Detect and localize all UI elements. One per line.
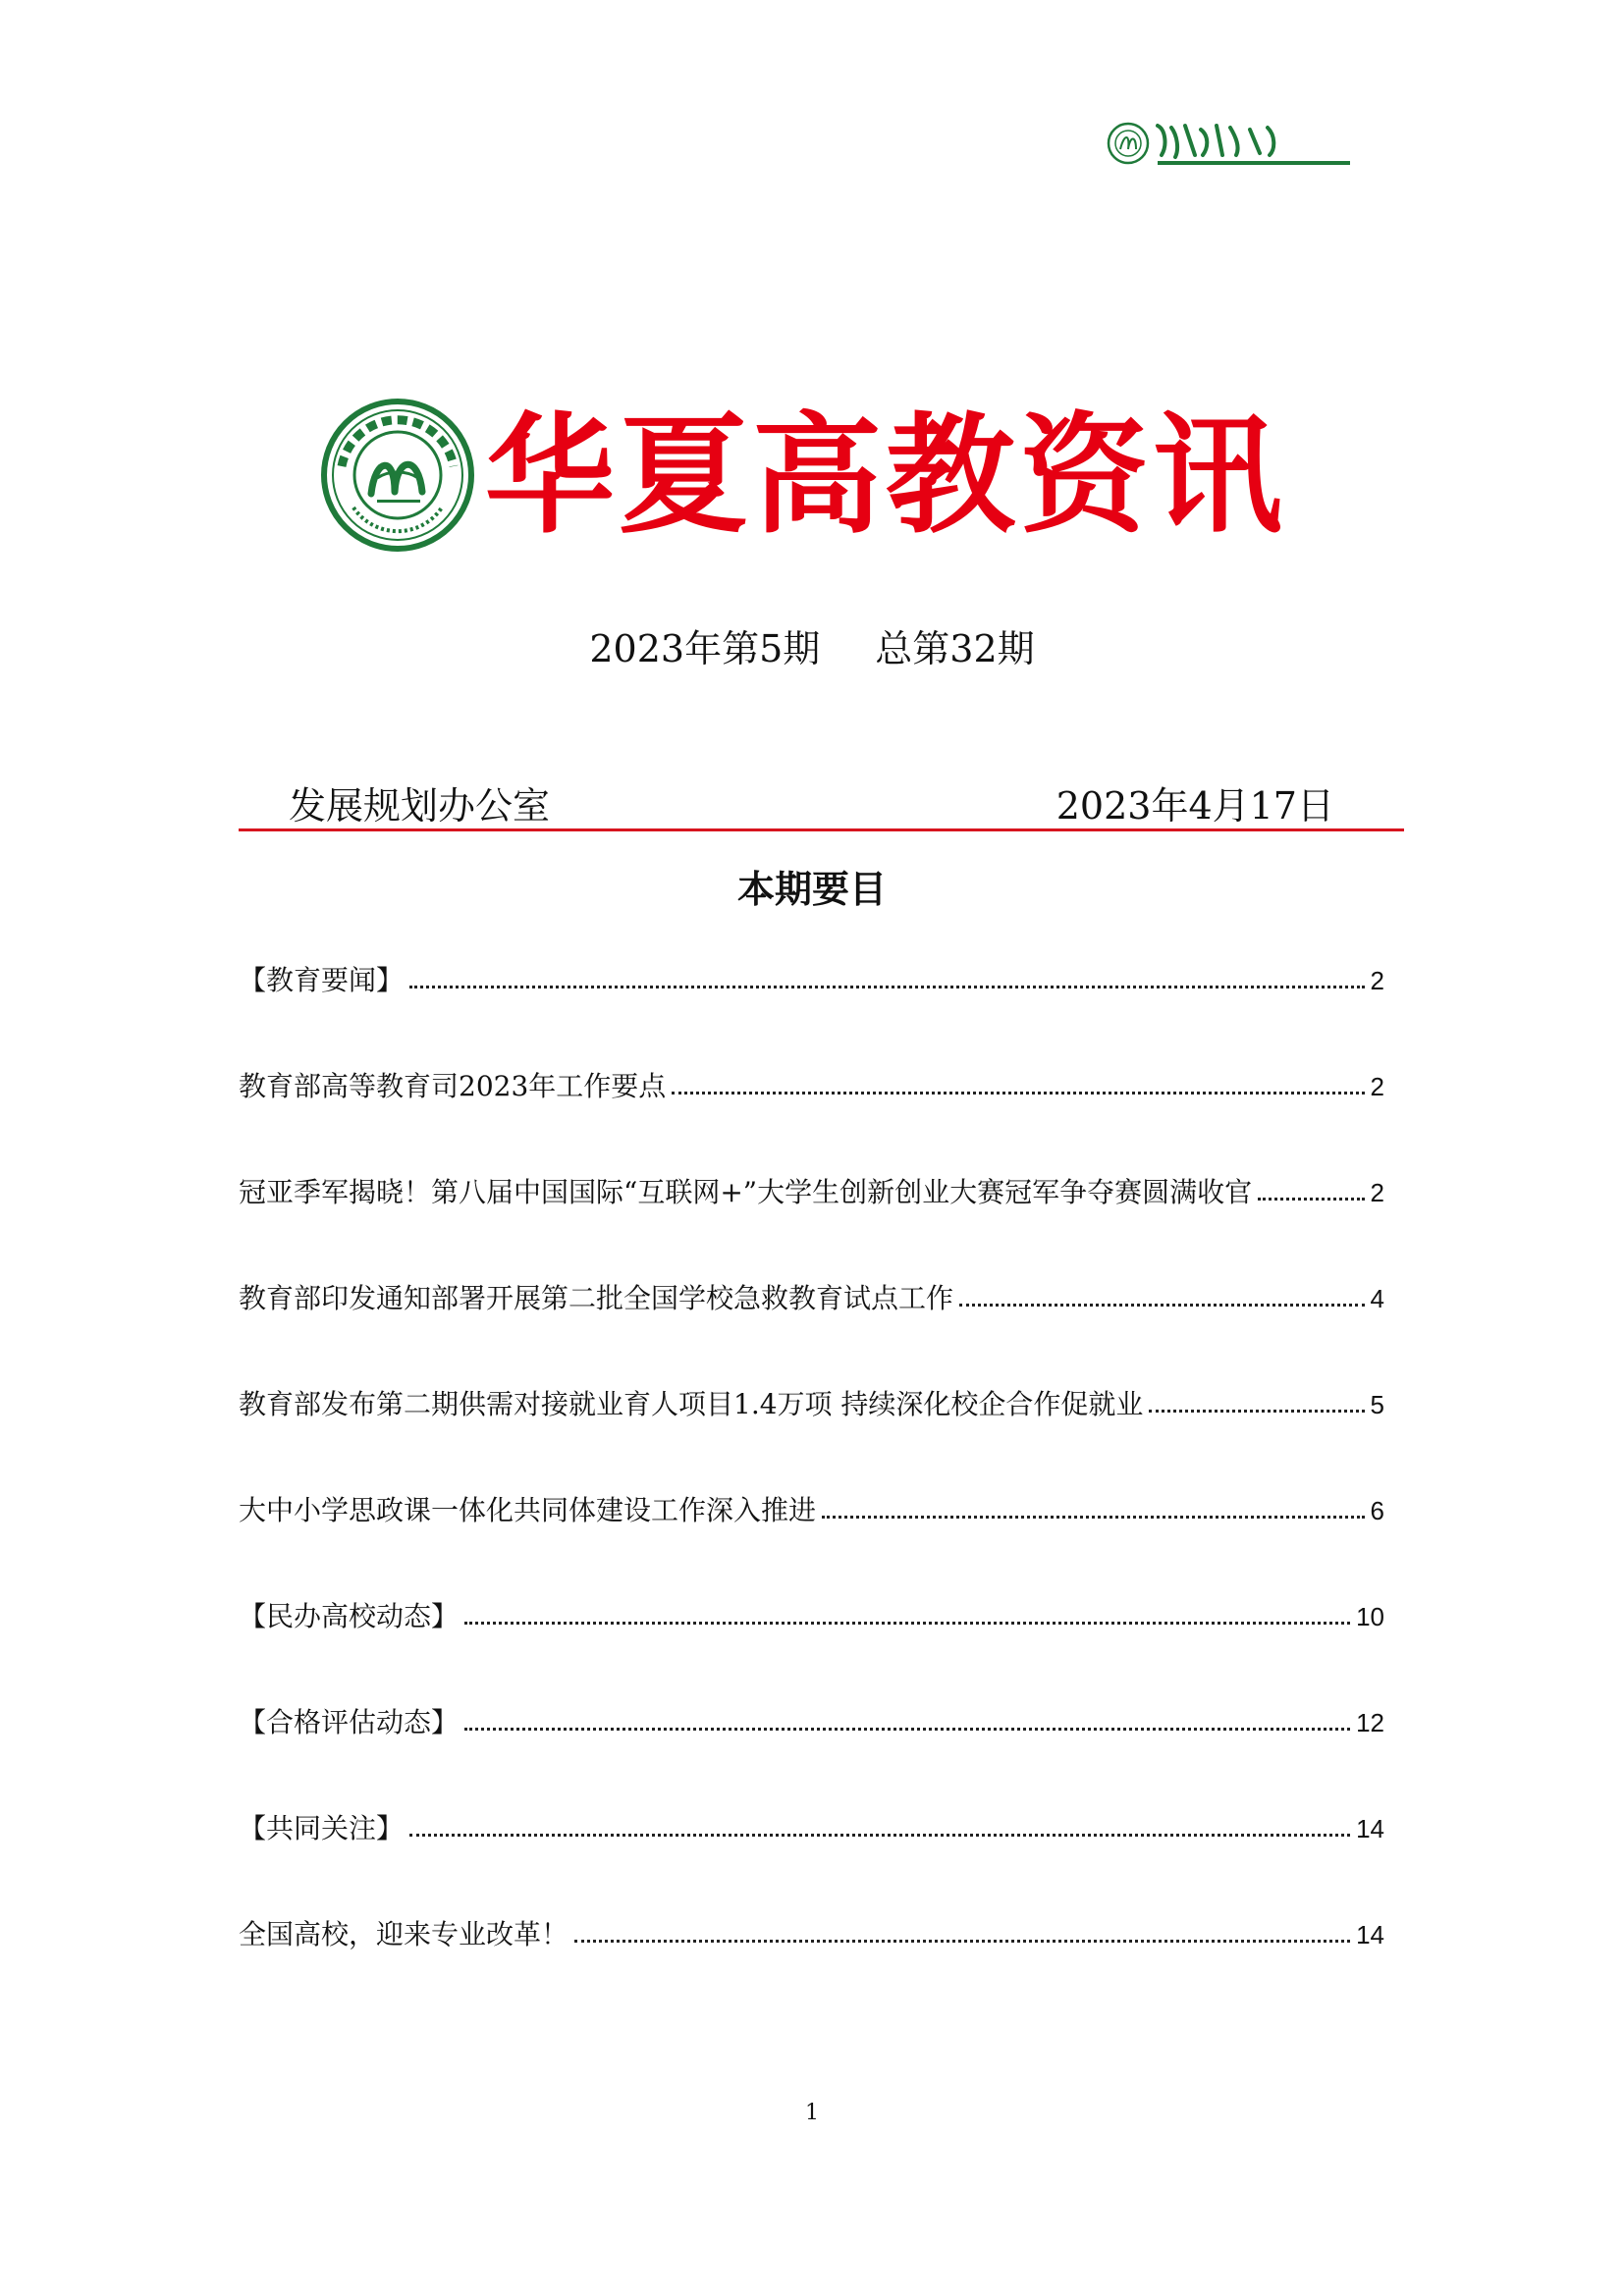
toc-entry-page: 10 xyxy=(1356,1602,1384,1631)
toc-entry[interactable] xyxy=(239,1282,1384,1388)
toc-entry[interactable] xyxy=(239,1494,1384,1600)
toc-entry-page: 4 xyxy=(1370,1284,1384,1313)
toc-entry-text: 教育部印发通知部署开展第二批全国学校急救教育试点工作 xyxy=(239,1282,954,1314)
toc-entry-text: 【民办高校动态】 xyxy=(239,1600,460,1632)
toc-leader-dots xyxy=(464,1706,1350,1731)
toc-entry-text: 【共同关注】 xyxy=(239,1812,405,1844)
toc-entry-page: 6 xyxy=(1370,1496,1384,1525)
toc-entry[interactable] xyxy=(239,1918,1384,2024)
toc-leader-dots xyxy=(1149,1388,1364,1413)
toc-entry-page: 14 xyxy=(1356,1920,1384,1949)
toc-leader-dots xyxy=(464,1600,1350,1625)
toc-entry-page: 2 xyxy=(1370,1072,1384,1101)
toc-entry-text: 【教育要闻】 xyxy=(239,964,405,996)
toc-entry-text: 大中小学思政课一体化共同体建设工作深入推进 xyxy=(239,1494,817,1526)
table-of-contents xyxy=(239,964,1384,2024)
masthead-title: 华夏高教资讯 xyxy=(485,400,1286,552)
issue-total: 总第32期 xyxy=(875,627,1035,670)
university-logo-header xyxy=(1107,116,1358,171)
issue-number: 2023年第5期 xyxy=(589,627,821,670)
toc-entry-page: 5 xyxy=(1370,1390,1384,1419)
toc-entry-page: 14 xyxy=(1356,1814,1384,1843)
page-number: 1 xyxy=(805,2101,819,2125)
toc-leader-dots xyxy=(409,964,1365,988)
toc-entry[interactable] xyxy=(239,1070,1384,1176)
toc-entry-text: 教育部发布第二期供需对接就业育人项目1.4万项 持续深化校企合作促就业 xyxy=(239,1388,1144,1420)
toc-entry[interactable] xyxy=(239,964,1384,1070)
toc-entry-page: 2 xyxy=(1370,966,1384,995)
toc-entry-text: 教育部高等教育司2023年工作要点 xyxy=(239,1070,667,1102)
toc-entry[interactable] xyxy=(239,1706,1384,1812)
toc-leader-dots xyxy=(574,1918,1350,1943)
issue-line xyxy=(0,618,1624,672)
toc-leader-dots xyxy=(822,1494,1365,1519)
toc-leader-dots xyxy=(1258,1176,1364,1201)
toc-entry-text: 冠亚季军揭晓！第八届中国国际“互联网+”大学生创新创业大赛冠军争夺赛圆满收官 xyxy=(239,1176,1253,1208)
toc-leader-dots xyxy=(409,1812,1350,1837)
header-divider xyxy=(239,828,1404,831)
toc-leader-dots xyxy=(959,1282,1365,1307)
office-name: 发展规划办公室 xyxy=(289,784,551,828)
toc-entry-text: 【合格评估动态】 xyxy=(239,1706,460,1738)
toc-entry[interactable] xyxy=(239,1812,1384,1918)
university-seal xyxy=(320,398,475,553)
toc-title: 本期要目 xyxy=(736,867,887,911)
publish-date: 2023年4月17日 xyxy=(1056,784,1334,828)
toc-entry-page: 12 xyxy=(1356,1708,1384,1737)
toc-entry[interactable] xyxy=(239,1176,1384,1282)
toc-entry[interactable] xyxy=(239,1388,1384,1494)
toc-leader-dots xyxy=(672,1070,1364,1095)
toc-entry-page: 2 xyxy=(1370,1178,1384,1207)
toc-entry[interactable] xyxy=(239,1600,1384,1706)
toc-entry-text: 全国高校，迎来专业改革！ xyxy=(239,1918,569,1950)
